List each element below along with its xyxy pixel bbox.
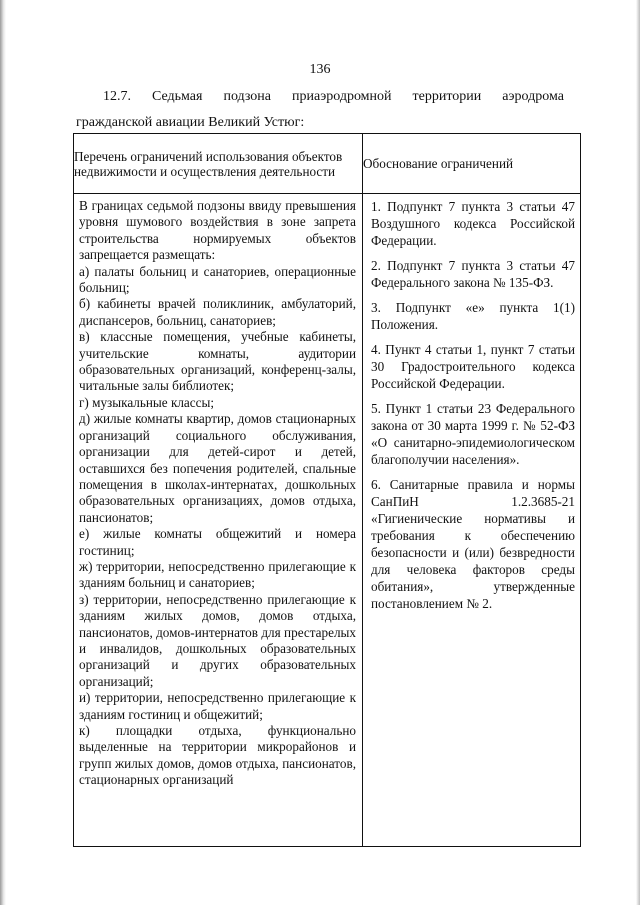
justification-cell [363,194,581,847]
table-body-row [74,194,581,847]
justification-item-5: 5. Пункт 1 статьи 23 Федерального закона от 30 марта 1999 г. № 52-ФЗ «О санитарно-эпидемиологическом благополучии населения». [371,401,575,467]
header-justification: Обоснование ограничений [363,134,581,194]
scan-edge-left [0,0,6,905]
table-header-row [74,134,581,194]
heading-line-2: гражданской авиации Великий Устюг: [76,115,305,130]
justification-item-6: 6. Санитарные правила и нормы СанПиН 1.2.3685-21 «Гигиенические нормативы и требования к обеспечению безопасности и (или) безвредности для человека факторов среды обитания», утвержденные постановлением № 2. [371,477,575,611]
restriction-item-g: г) музыкальные классы; [79,394,215,410]
heading-word: подзона [223,89,272,104]
restrictions-table [73,133,581,847]
heading-word: территории [412,89,482,104]
heading-word: приаэродромной [292,89,392,104]
restriction-item-b: б) кабинеты врачей поликлиник, амбулаторий, диспансеров, больниц, санаториев; [79,296,356,328]
restriction-item-z: з) территории, непосредственно прилегающие к зданиям жилых домов, домов отдыха, пансионатов, домов-интернатов для престарелых и инвалидов, дошкольных образовательных организаций и других образовательных организаций; [79,591,356,689]
heading-word: аэродрома [502,89,564,104]
heading-line-1 [76,84,564,110]
restriction-item-k: к) площадки отдыха, функционально выделенные на территории микрорайонов и групп жилых домов, домов отдыха, пансионатов, стационарных организаций [79,723,356,788]
restriction-item-zh: ж) территории, непосредственно прилегающие к зданиям больниц и санаториев; [79,558,356,591]
section-heading [76,84,564,136]
justification-item-1: 1. Подпункт 7 пункта 3 статьи 47 Воздушного кодекса Российской Федерации. [371,199,575,248]
page-number: 136 [309,62,331,77]
justification-item-4: 4. Пункт 4 статьи 1, пункт 7 статьи 30 Градостроительного кодекса Российской Федерации. [371,342,575,391]
restriction-item-d: д) жилые комнаты квартир, домов стационарных организаций социального обслуживания, организации для детей-сирот и детей, оставшихся без попечения родителей, спальные помещения в школах-интернатах, дошкольных образовательных организациях, домов отдыха, пансионатов; [79,411,356,525]
justification-item-3: 3. Подпункт «е» пункта 1(1) Положения. [371,300,575,332]
header-restrictions: Перечень ограничений использования объектов недвижимости и осуществления деятельности [74,134,363,194]
restriction-item-e: е) жилые комнаты общежитий и номера гостиниц; [79,526,356,558]
restriction-item-a: а) палаты больниц и санаториев, операционные больниц; [79,263,356,296]
heading-word: Седьмая [152,89,203,104]
restriction-item-i: и) территории, непосредственно прилегающие к зданиям гостиниц и общежитий; [79,690,356,722]
justification-item-2: 2. Подпункт 7 пункта 3 статьи 47 Федерального закона № 135-ФЗ. [371,258,575,290]
scan-edge-right [636,0,640,905]
restriction-item-v: в) классные помещения, учебные кабинеты, учительские комнаты, аудитории образовательных организаций, конференц-залы, читальные залы библиотек; [79,329,356,394]
heading-number: 12.7. [103,89,131,104]
restriction-intro: В границах седьмой подзоны ввиду превышения уровня шумового воздействия в зоне запрета строительства нормируемых объектов запрещается размещать: [79,198,356,263]
restrictions-cell [74,194,363,847]
